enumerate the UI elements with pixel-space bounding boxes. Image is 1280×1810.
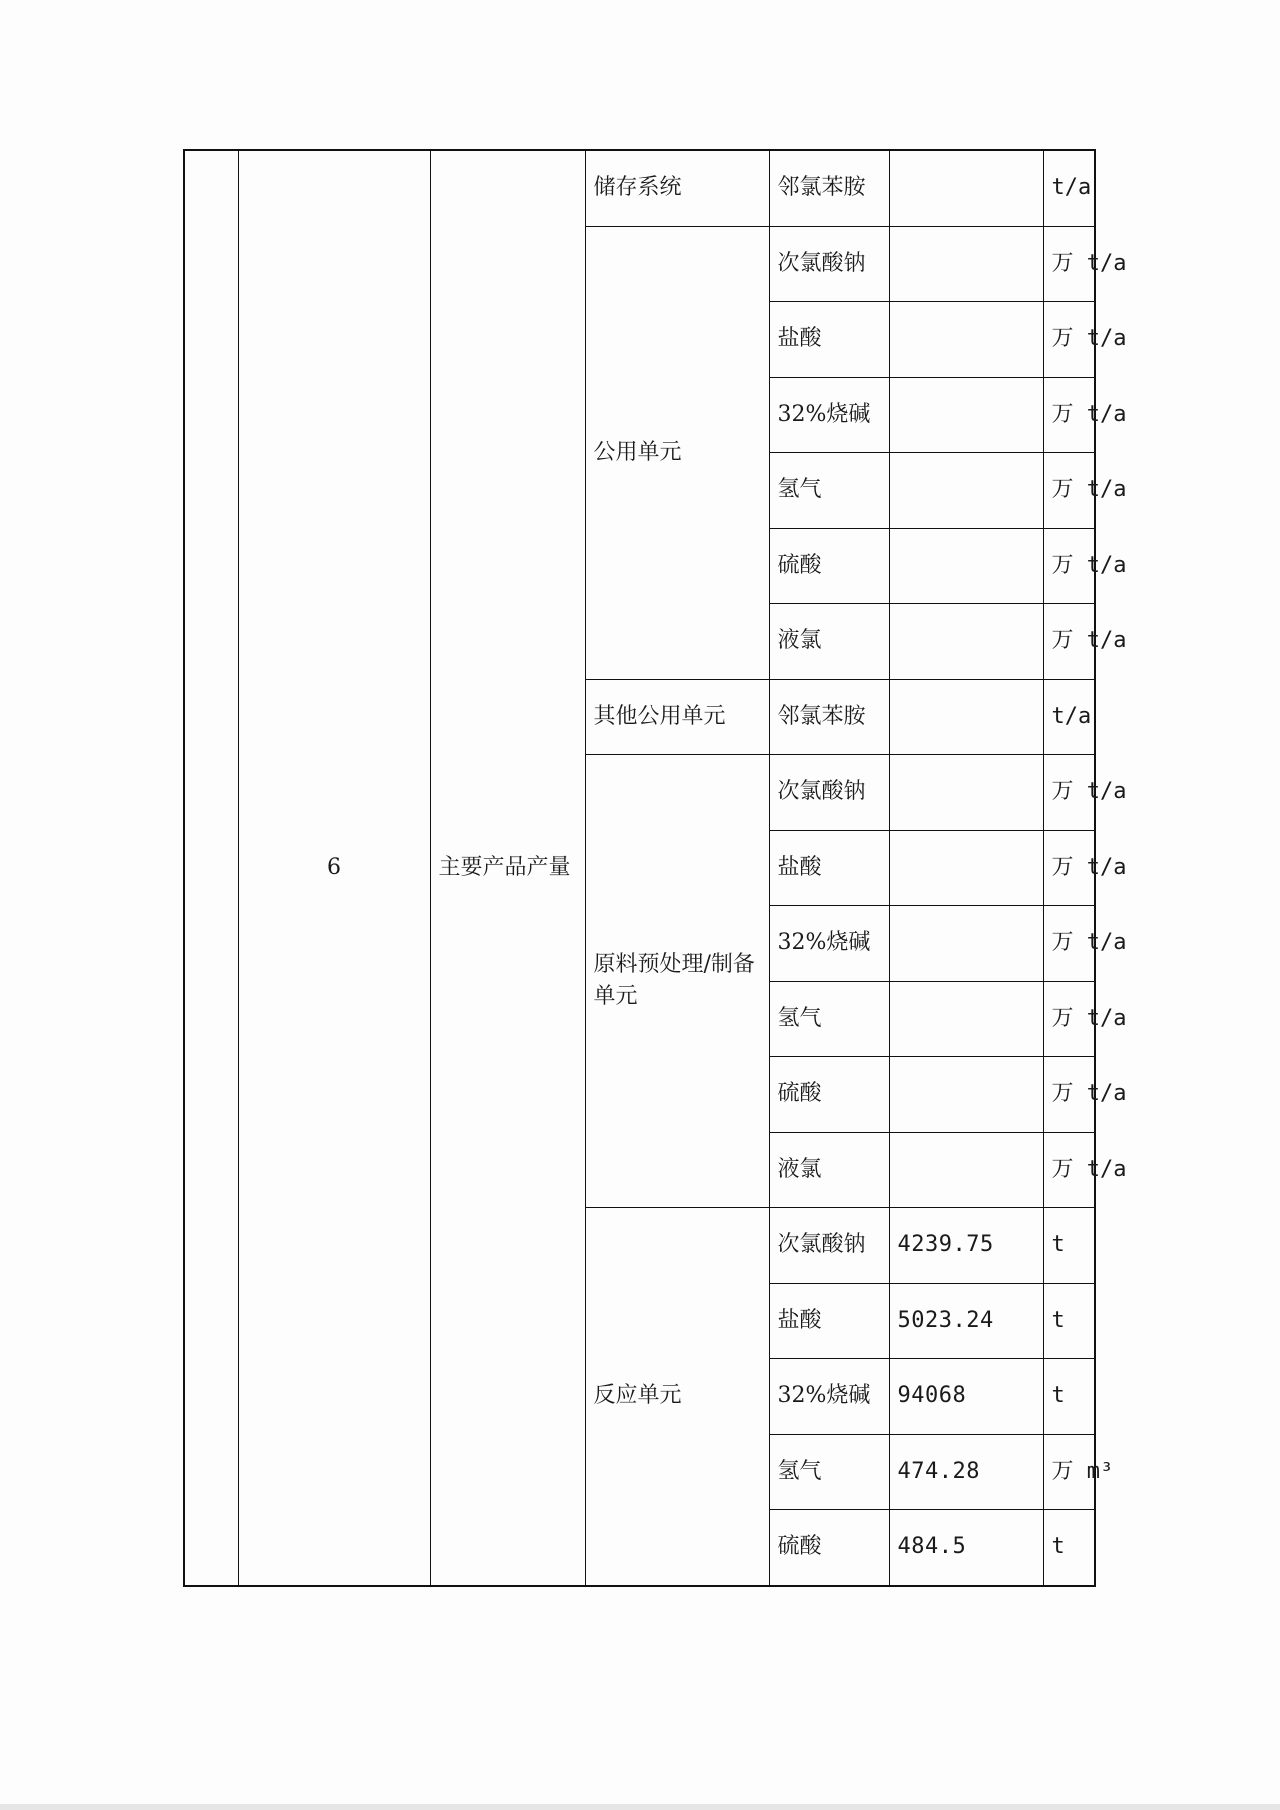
output-value bbox=[889, 377, 1043, 453]
measure-unit: 万 t/a bbox=[1043, 755, 1095, 831]
measure-unit: t bbox=[1043, 1283, 1095, 1359]
measure-unit: 万 m³ bbox=[1043, 1434, 1095, 1510]
measure-unit: 万 t/a bbox=[1043, 1057, 1095, 1133]
product-output-table bbox=[183, 149, 1127, 1587]
indicator-name: 主要产品产量 bbox=[430, 150, 585, 1586]
measure-unit: 万 t/a bbox=[1043, 302, 1095, 378]
product-name: 硫酸 bbox=[769, 528, 889, 604]
output-value: 5023.24 bbox=[889, 1283, 1043, 1359]
output-value bbox=[889, 1132, 1043, 1208]
product-name: 32%烧碱 bbox=[769, 1359, 889, 1435]
product-name: 液氯 bbox=[769, 604, 889, 680]
unit-name-text: 公用单元 bbox=[593, 439, 682, 465]
sequence-number: 6 bbox=[238, 150, 430, 1586]
measure-unit: 万 t/a bbox=[1043, 830, 1095, 906]
product-name: 盐酸 bbox=[769, 302, 889, 378]
measure-unit: 万 t/a bbox=[1043, 377, 1095, 453]
measure-unit: t/a bbox=[1043, 150, 1095, 226]
output-value bbox=[889, 679, 1043, 755]
output-value: 484.5 bbox=[889, 1510, 1043, 1586]
unit-name-text: 原料预处理/制备单元 bbox=[593, 952, 755, 1009]
output-value bbox=[889, 830, 1043, 906]
product-name: 盐酸 bbox=[769, 1283, 889, 1359]
product-name: 盐酸 bbox=[769, 830, 889, 906]
measure-unit: t bbox=[1043, 1359, 1095, 1435]
measure-unit: t/a bbox=[1043, 679, 1095, 755]
unit-name bbox=[585, 150, 769, 226]
product-name: 氢气 bbox=[769, 1434, 889, 1510]
scan-edge bbox=[0, 1804, 1280, 1810]
product-name: 32%烧碱 bbox=[769, 377, 889, 453]
product-name: 次氯酸钠 bbox=[769, 1208, 889, 1284]
product-name: 硫酸 bbox=[769, 1057, 889, 1133]
table-row bbox=[184, 150, 1095, 226]
output-value bbox=[889, 755, 1043, 831]
unit-name bbox=[585, 679, 769, 755]
measure-unit: 万 t/a bbox=[1043, 1132, 1095, 1208]
output-value bbox=[889, 302, 1043, 378]
blank-cell bbox=[184, 150, 238, 1586]
output-value: 474.28 bbox=[889, 1434, 1043, 1510]
unit-name-text: 反应单元 bbox=[593, 1383, 682, 1409]
measure-unit: 万 t/a bbox=[1043, 226, 1095, 302]
product-name: 邻氯苯胺 bbox=[769, 679, 889, 755]
unit-name bbox=[585, 1208, 769, 1586]
product-name: 氢气 bbox=[769, 453, 889, 529]
product-name: 邻氯苯胺 bbox=[769, 150, 889, 226]
output-value bbox=[889, 150, 1043, 226]
product-name: 氢气 bbox=[769, 981, 889, 1057]
product-name: 液氯 bbox=[769, 1132, 889, 1208]
table-body bbox=[184, 150, 1127, 1586]
unit-name-text: 储存系统 bbox=[593, 175, 682, 201]
product-name: 次氯酸钠 bbox=[769, 755, 889, 831]
output-value bbox=[889, 981, 1043, 1057]
measure-unit: 万 t/a bbox=[1043, 906, 1095, 982]
product-name: 32%烧碱 bbox=[769, 906, 889, 982]
measure-unit: 万 t/a bbox=[1043, 604, 1095, 680]
unit-name bbox=[585, 226, 769, 679]
measure-unit: t bbox=[1043, 1208, 1095, 1284]
output-value bbox=[889, 1057, 1043, 1133]
output-value: 94068 bbox=[889, 1359, 1043, 1435]
measure-unit: 万 t/a bbox=[1043, 528, 1095, 604]
measure-unit: 万 t/a bbox=[1043, 453, 1095, 529]
measure-unit: t bbox=[1043, 1510, 1095, 1586]
output-value bbox=[889, 604, 1043, 680]
product-name: 次氯酸钠 bbox=[769, 226, 889, 302]
output-value bbox=[889, 226, 1043, 302]
measure-unit: 万 t/a bbox=[1043, 981, 1095, 1057]
unit-name bbox=[585, 755, 769, 1208]
output-value bbox=[889, 906, 1043, 982]
product-name: 硫酸 bbox=[769, 1510, 889, 1586]
output-value bbox=[889, 528, 1043, 604]
output-value bbox=[889, 453, 1043, 529]
output-value: 4239.75 bbox=[889, 1208, 1043, 1284]
unit-name-text: 其他公用单元 bbox=[593, 703, 726, 729]
